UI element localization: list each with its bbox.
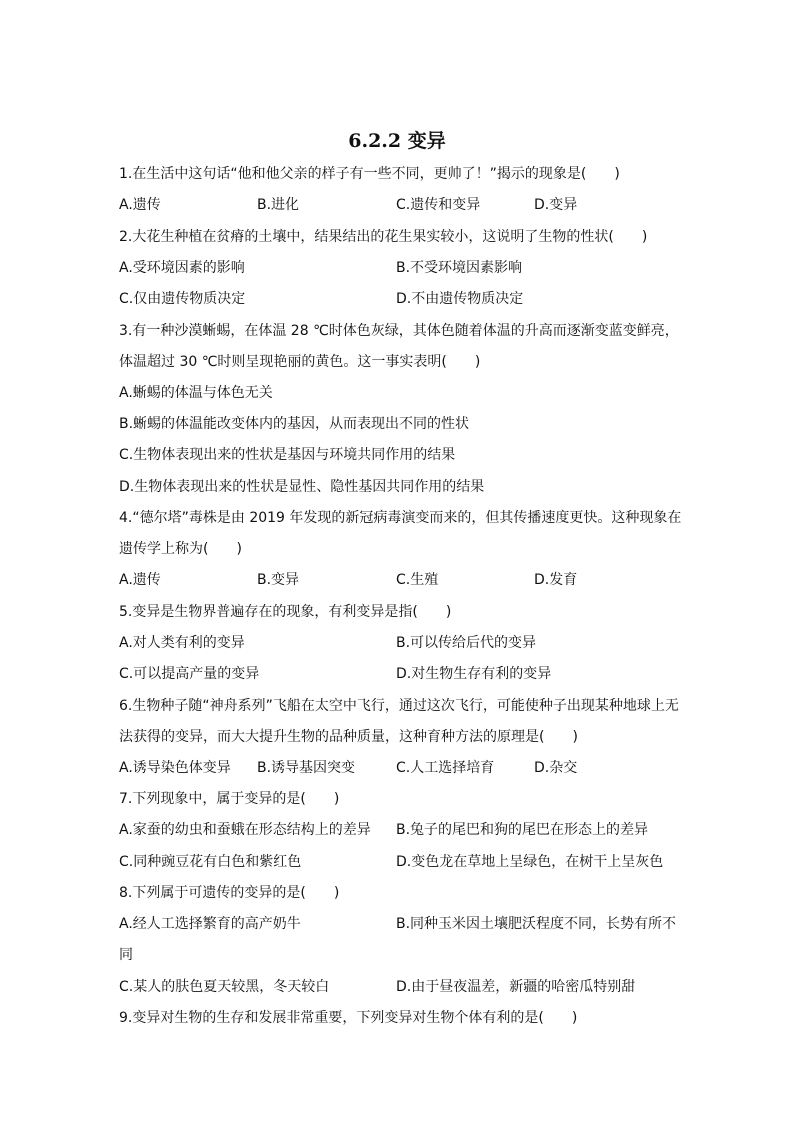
question-4-stem-line-2: 遗传学上称为( ) [119, 541, 242, 557]
q1-option-d[interactable]: D.变异 [534, 197, 578, 213]
question-2-stem: 2.大花生种植在贫瘠的土壤中，结果结出的花生果实较小，这说明了生物的性状( ) [119, 229, 648, 245]
q4-option-b[interactable]: B.变异 [257, 572, 300, 588]
q7-option-b[interactable]: B.兔子的尾巴和狗的尾巴在形态上的差异 [396, 822, 649, 838]
q3-option-c[interactable]: C.生物体表现出来的性状是基因与环境共同作用的结果 [119, 447, 456, 463]
q8-option-b[interactable]: B.同种玉米因土壤肥沃程度不同，长势有所不 [396, 916, 677, 932]
q5-option-c[interactable]: C.可以提高产量的变异 [119, 666, 260, 682]
q7-option-a[interactable]: A.家蚕的幼虫和蚕蛾在形态结构上的差异 [119, 822, 371, 838]
question-6-stem-line-1: 6.生物种子随“神舟系列”飞船在太空中飞行，通过这次飞行，可能使种子出现某种地球上无 [119, 698, 679, 714]
q1-option-a[interactable]: A.遗传 [119, 197, 161, 213]
q5-option-b[interactable]: B.可以传给后代的变异 [396, 635, 537, 651]
question-1-stem: 1.在生活中这句话“他和他父亲的样子有一些不同，更帅了！”揭示的现象是( ) [119, 166, 620, 182]
question-6-stem-line-2: 法获得的变异，而大大提升生物的品种质量，这种育种方法的原理是( ) [119, 729, 578, 745]
question-7-stem: 7.下列现象中，属于变异的是( ) [119, 791, 340, 807]
q8-option-c[interactable]: C.某人的肤色夏天较黑，冬天较白 [119, 979, 330, 995]
question-3-stem-line-1: 3.有一种沙漠蜥蜴，在体温 28 ℃时体色灰绿，其体色随着体温的升高而逐渐变蓝变鲜亮， [119, 323, 679, 339]
q6-option-a[interactable]: A.诱导染色体变异 [119, 760, 231, 776]
q4-option-a[interactable]: A.遗传 [119, 572, 161, 588]
q8-option-a[interactable]: A.经人工选择繁育的高产奶牛 [119, 916, 301, 932]
q8-option-b-continued: 同 [119, 947, 133, 963]
q6-option-b[interactable]: B.诱导基因突变 [257, 760, 356, 776]
q3-option-b[interactable]: B.蜥蜴的体温能改变体内的基因，从而表现出不同的性状 [119, 416, 470, 432]
q2-option-d[interactable]: D.不由遗传物质决定 [396, 291, 524, 307]
page-title: 6.2.2 变异 [348, 130, 446, 152]
q3-option-d[interactable]: D.生物体表现出来的性状是显性、隐性基因共同作用的结果 [119, 479, 485, 495]
question-9-stem: 9.变异对生物的生存和发展非常重要，下列变异对生物个体有利的是( ) [119, 1010, 578, 1026]
q7-option-c[interactable]: C.同种豌豆花有白色和紫红色 [119, 854, 302, 870]
q5-option-d[interactable]: D.对生物生存有利的变异 [396, 666, 552, 682]
question-5-stem: 5.变异是生物界普遍存在的现象，有利变异是指( ) [119, 604, 452, 620]
q2-option-a[interactable]: A.受环境因素的影响 [119, 260, 245, 276]
question-4-stem-line-1: 4.“德尔塔”毒株是由 2019 年发现的新冠病毒演变而来的，但其传播速度更快。这种现象在 [119, 510, 682, 526]
question-3-stem-line-2: 体温超过 30 ℃时则呈现艳丽的黄色。这一事实表明( ) [119, 354, 481, 370]
q1-option-b[interactable]: B.进化 [257, 197, 300, 213]
q1-option-c[interactable]: C.遗传和变异 [396, 197, 481, 213]
q3-option-a[interactable]: A.蜥蜴的体温与体色无关 [119, 385, 273, 401]
q6-option-c[interactable]: C.人工选择培育 [396, 760, 495, 776]
question-8-stem: 8.下列属于可遗传的变异的是( ) [119, 885, 340, 901]
q5-option-a[interactable]: A.对人类有利的变异 [119, 635, 245, 651]
q8-option-d[interactable]: D.由于昼夜温差，新疆的哈密瓜特别甜 [396, 979, 636, 995]
q2-option-c[interactable]: C.仅由遗传物质决定 [119, 291, 246, 307]
q4-option-d[interactable]: D.发育 [534, 572, 578, 588]
q6-option-d[interactable]: D.杂交 [534, 760, 578, 776]
q7-option-d[interactable]: D.变色龙在草地上呈绿色，在树干上呈灰色 [396, 854, 664, 870]
q4-option-c[interactable]: C.生殖 [396, 572, 439, 588]
q2-option-b[interactable]: B.不受环境因素影响 [396, 260, 523, 276]
